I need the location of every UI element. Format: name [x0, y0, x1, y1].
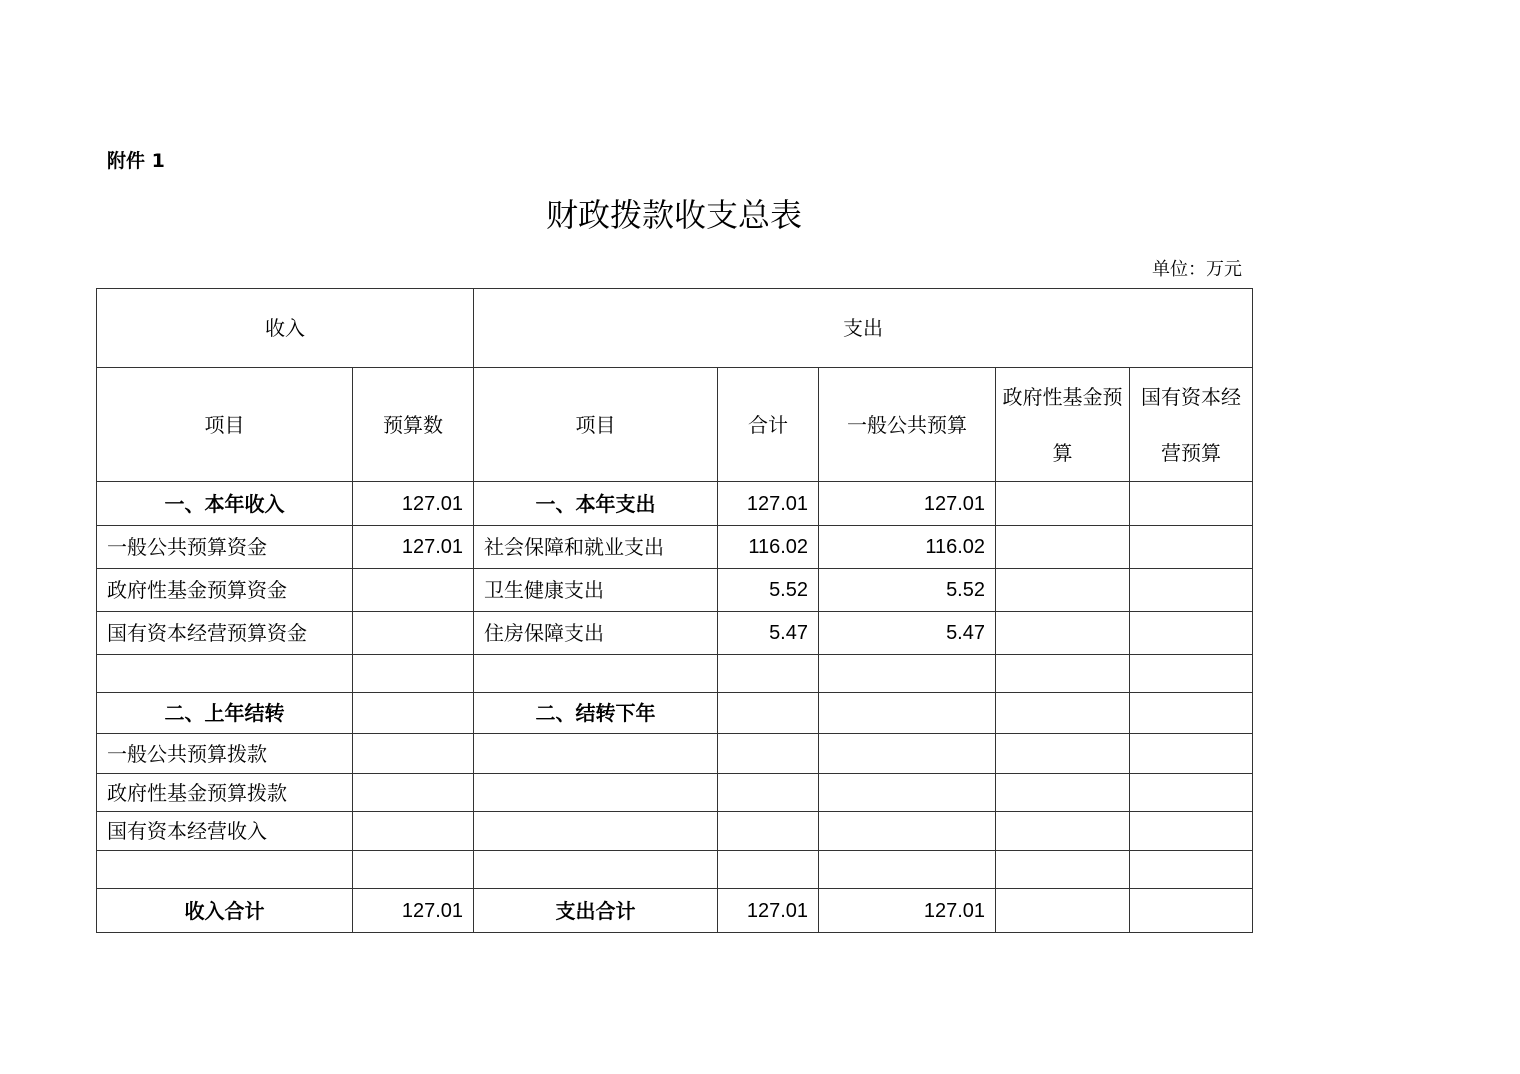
table-row	[97, 734, 1253, 774]
income-item-cell: 一般公共预算资金	[97, 526, 353, 569]
gov-fund-budget-cell	[996, 569, 1130, 612]
income-amount-cell	[353, 812, 474, 851]
state-capital-budget-header: 国有资本经营预算	[1130, 368, 1253, 482]
income-item-cell: 一般公共预算拨款	[97, 734, 353, 774]
table-row	[97, 774, 1253, 812]
gov-fund-budget-cell	[996, 851, 1130, 889]
gov-fund-budget-cell	[996, 482, 1130, 526]
income-item-cell: 国有资本经营收入	[97, 812, 353, 851]
state-capital-budget-cell	[1130, 734, 1253, 774]
table-total-row	[97, 889, 1253, 933]
expense-total-cell: 127.01	[718, 482, 819, 526]
gov-fund-budget-cell	[996, 812, 1130, 851]
expense-total-cell: 116.02	[718, 526, 819, 569]
expense-item-cell	[474, 851, 718, 889]
income-item-cell	[97, 655, 353, 693]
income-item-cell	[97, 851, 353, 889]
income-amount-cell	[353, 774, 474, 812]
page-title: 财政拨款收支总表	[545, 196, 802, 234]
general-budget-cell: 116.02	[819, 526, 996, 569]
expense-total-cell: 5.52	[718, 569, 819, 612]
state-capital-budget-cell	[1130, 812, 1253, 851]
fiscal-summary-table	[96, 288, 1253, 933]
income-amount-cell: 127.01	[353, 482, 474, 526]
income-item-cell: 国有资本经营预算资金	[97, 612, 353, 655]
expense-item-cell: 一、本年支出	[474, 482, 718, 526]
expense-item-cell	[474, 734, 718, 774]
income-amount-cell	[353, 612, 474, 655]
income-header: 收入	[97, 289, 474, 368]
table-row	[97, 482, 1253, 526]
gov-fund-budget-total	[996, 889, 1130, 933]
expense-total-cell	[718, 734, 819, 774]
expense-item-cell: 社会保障和就业支出	[474, 526, 718, 569]
general-budget-cell: 5.47	[819, 612, 996, 655]
table-column-header-row	[97, 368, 1253, 482]
income-amount-cell	[353, 569, 474, 612]
income-total-label: 收入合计	[97, 889, 353, 933]
expense-header: 支出	[474, 289, 1253, 368]
income-item-header: 项目	[97, 368, 353, 482]
gov-fund-budget-cell	[996, 774, 1130, 812]
gov-fund-budget-cell	[996, 612, 1130, 655]
income-item-cell: 二、上年结转	[97, 693, 353, 734]
income-amount-cell: 127.01	[353, 526, 474, 569]
table-row	[97, 526, 1253, 569]
state-capital-budget-cell	[1130, 482, 1253, 526]
state-capital-budget-cell	[1130, 526, 1253, 569]
expense-total-cell	[718, 851, 819, 889]
general-budget-cell	[819, 734, 996, 774]
state-capital-budget-cell	[1130, 612, 1253, 655]
table-row	[97, 851, 1253, 889]
expense-item-cell: 二、结转下年	[474, 693, 718, 734]
expense-total-cell	[718, 812, 819, 851]
expense-total-cell: 5.47	[718, 612, 819, 655]
general-budget-cell: 127.01	[819, 482, 996, 526]
income-item-cell: 一、本年收入	[97, 482, 353, 526]
gov-fund-budget-cell	[996, 734, 1130, 774]
income-item-cell: 政府性基金预算资金	[97, 569, 353, 612]
table-row	[97, 569, 1253, 612]
budget-amount-header: 预算数	[353, 368, 474, 482]
income-item-cell: 政府性基金预算拨款	[97, 774, 353, 812]
income-amount-cell	[353, 734, 474, 774]
table-group-header-row	[97, 289, 1253, 368]
general-budget-cell	[819, 774, 996, 812]
total-header: 合计	[718, 368, 819, 482]
table-row	[97, 693, 1253, 734]
table-row	[97, 655, 1253, 693]
expense-item-header: 项目	[474, 368, 718, 482]
table-row	[97, 812, 1253, 851]
expense-item-cell: 住房保障支出	[474, 612, 718, 655]
state-capital-budget-total	[1130, 889, 1253, 933]
expense-item-cell	[474, 774, 718, 812]
expense-item-cell	[474, 655, 718, 693]
general-budget-header: 一般公共预算	[819, 368, 996, 482]
table-row	[97, 612, 1253, 655]
gov-fund-budget-cell	[996, 526, 1130, 569]
unit-label: 单位：万元	[1152, 259, 1242, 280]
state-capital-budget-cell	[1130, 851, 1253, 889]
expense-total-cell	[718, 774, 819, 812]
income-total-amount: 127.01	[353, 889, 474, 933]
gov-fund-budget-cell	[996, 655, 1130, 693]
income-amount-cell	[353, 851, 474, 889]
general-budget-cell	[819, 851, 996, 889]
attachment-label: 附件 1	[107, 150, 165, 172]
expense-item-cell	[474, 812, 718, 851]
income-amount-cell	[353, 693, 474, 734]
expense-total-cell	[718, 655, 819, 693]
general-budget-cell	[819, 655, 996, 693]
expense-item-cell: 卫生健康支出	[474, 569, 718, 612]
state-capital-budget-cell	[1130, 774, 1253, 812]
expense-total-label: 支出合计	[474, 889, 718, 933]
expense-total-cell	[718, 693, 819, 734]
income-amount-cell	[353, 655, 474, 693]
state-capital-budget-cell	[1130, 655, 1253, 693]
state-capital-budget-cell	[1130, 569, 1253, 612]
state-capital-budget-cell	[1130, 693, 1253, 734]
general-budget-cell	[819, 812, 996, 851]
general-budget-cell: 5.52	[819, 569, 996, 612]
gov-fund-budget-cell	[996, 693, 1130, 734]
general-budget-cell	[819, 693, 996, 734]
gov-fund-budget-header: 政府性基金预算	[996, 368, 1130, 482]
expense-total-amount: 127.01	[718, 889, 819, 933]
general-budget-total: 127.01	[819, 889, 996, 933]
